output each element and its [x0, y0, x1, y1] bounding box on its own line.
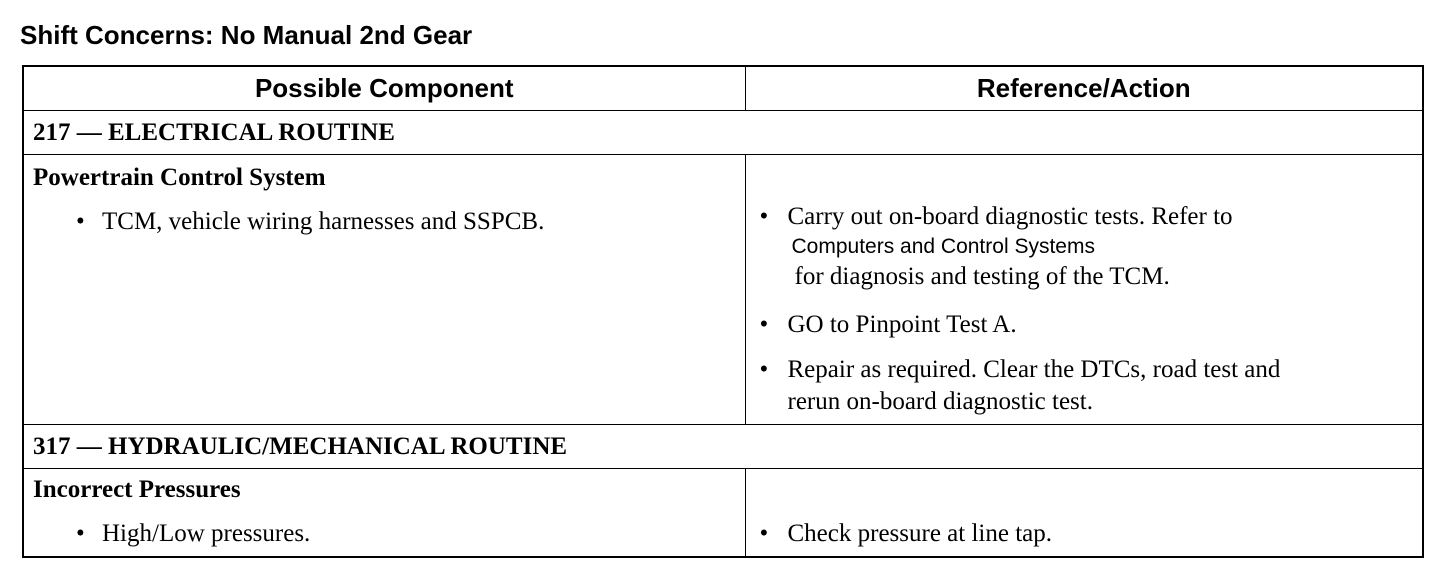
action-item: [760, 518, 1423, 550]
action-item: [760, 201, 1423, 293]
action-line: Repair as required. Clear the DTCs, road test and: [787, 356, 1281, 383]
component-name: Incorrect Pressures: [33, 476, 241, 503]
table-row-pressures: [23, 469, 1423, 558]
action-cell: [745, 469, 1423, 558]
component-cell: [23, 155, 745, 425]
bullet-icon: •: [759, 203, 769, 230]
component-detail-item: [24, 206, 745, 238]
header-reference-action: Reference/Action: [745, 66, 1423, 111]
component-detail-text: TCM, vehicle wiring harnesses and SSPCB.: [102, 208, 545, 235]
action-item: [760, 354, 1423, 418]
component-cell: [23, 469, 745, 558]
action-text: GO to Pinpoint Test A.: [787, 311, 1017, 338]
component-name: Powertrain Control System: [33, 164, 326, 191]
action-text: Check pressure at line tap.: [787, 520, 1052, 547]
diagnosis-table: [22, 65, 1424, 558]
action-list: [746, 155, 1423, 424]
action-cell: [745, 155, 1423, 425]
action-line: for diagnosis and testing of the TCM.: [794, 263, 1170, 290]
action-line: Carry out on-board diagnostic tests. Refer to: [787, 203, 1233, 230]
component-detail-text: High/Low pressures.: [102, 520, 311, 547]
bullet-icon: •: [759, 356, 769, 383]
action-text: [788, 201, 1423, 293]
action-text: [788, 354, 1423, 418]
routine-label: 317 — HYDRAULIC/MECHANICAL ROUTINE: [23, 425, 1423, 469]
routine-row-electrical: [23, 111, 1423, 155]
bullet-icon: •: [76, 520, 85, 547]
action-list: [746, 469, 1423, 556]
table-row-powertrain: [23, 155, 1423, 425]
bullet-icon: •: [759, 520, 769, 547]
action-item: [760, 309, 1423, 341]
header-possible-component: Possible Component: [23, 66, 745, 111]
bullet-icon: •: [76, 208, 85, 235]
action-line: rerun on-board diagnostic test.: [787, 388, 1093, 415]
bullet-icon: •: [759, 311, 769, 338]
routine-label: 217 — ELECTRICAL ROUTINE: [23, 111, 1423, 155]
component-detail-item: [24, 518, 745, 550]
routine-row-hydraulic: [23, 425, 1423, 469]
table-header-row: [23, 66, 1423, 111]
page-title: Shift Concerns: No Manual 2nd Gear: [20, 20, 473, 50]
reference-link[interactable]: Computers and Control Systems: [791, 235, 1095, 258]
